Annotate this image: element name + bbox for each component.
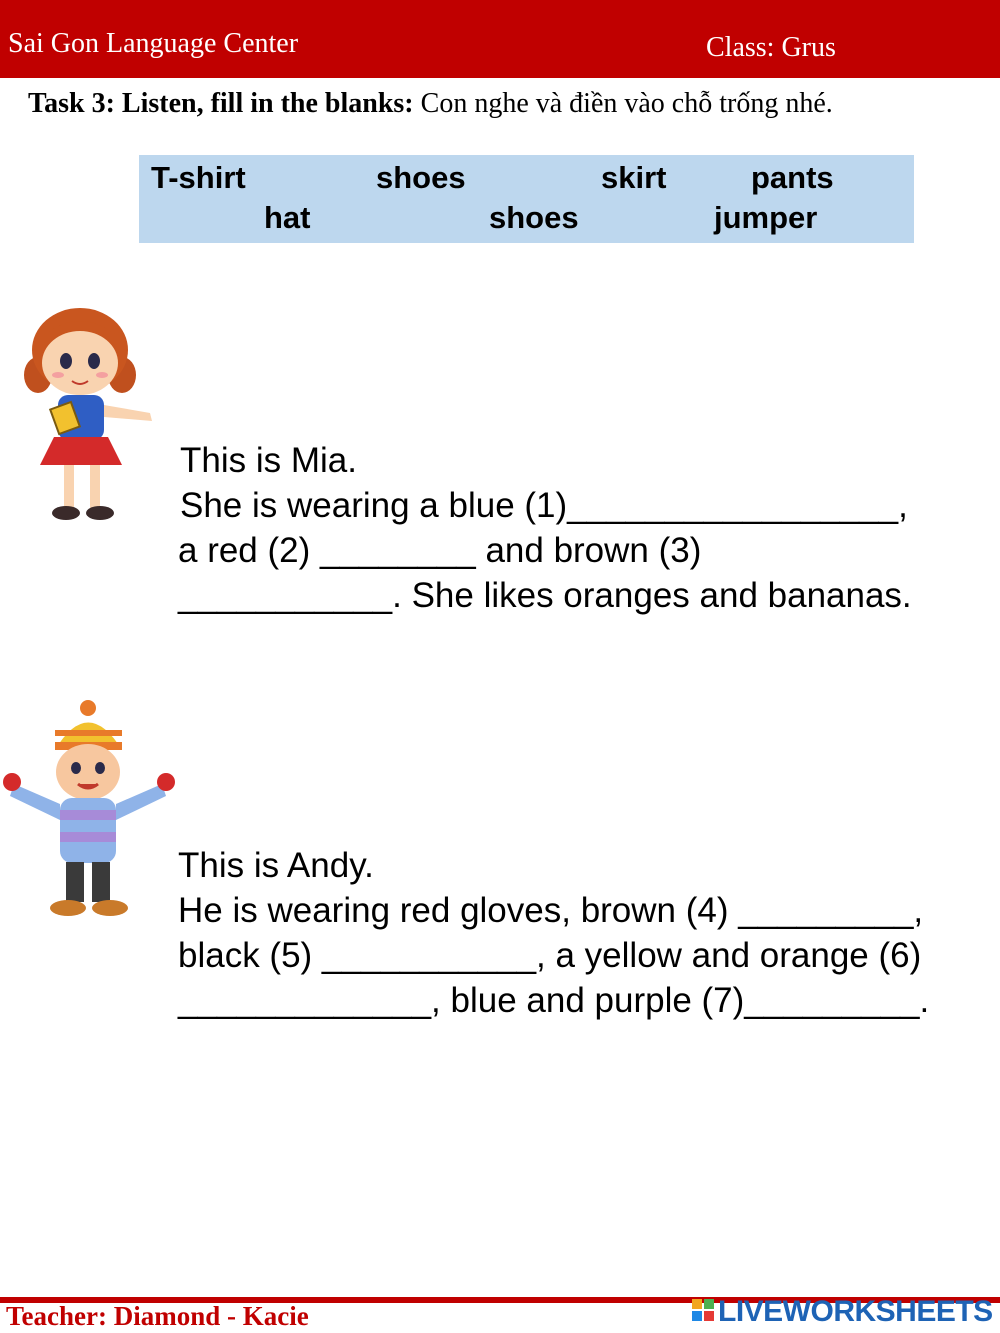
girl-illustration	[20, 305, 170, 530]
word-bank-item: hat	[264, 200, 311, 235]
task-title: Task 3: Listen, fill in the blanks:	[28, 88, 414, 119]
header-bar	[0, 0, 1000, 78]
andy-line: He is wearing red gloves, brown (4) _________,	[178, 891, 924, 930]
word-bank-item: skirt	[601, 160, 667, 195]
mia-line: ___________. She likes oranges and bananas.	[178, 576, 912, 615]
class-label: Class: Grus	[706, 32, 836, 63]
liveworksheets-logo-icon	[692, 1299, 714, 1326]
mia-line: She is wearing a blue (1)_________________,	[180, 486, 908, 525]
word-bank-item: T-shirt	[151, 160, 246, 195]
task-instruction	[28, 88, 833, 120]
andy-line: black (5) ___________, a yellow and orange (6)	[178, 936, 922, 975]
teacher-credit: Teacher: Diamond - Kacie	[6, 1301, 309, 1331]
logo-text: LIVEWORKSHEETS	[718, 1295, 993, 1328]
word-bank-item: jumper	[714, 200, 818, 235]
boy-illustration	[0, 700, 180, 930]
word-bank-item: shoes	[376, 160, 466, 195]
mia-line: This is Mia.	[180, 441, 357, 480]
center-name: Sai Gon Language Center	[8, 28, 299, 59]
andy-line: This is Andy.	[178, 846, 374, 885]
task-subtitle: Con nghe và điền vào chỗ trống nhé.	[413, 88, 833, 119]
mia-line: a red (2) ________ and brown (3)	[178, 531, 702, 570]
word-bank-item: shoes	[489, 200, 579, 235]
word-bank-item: pants	[751, 160, 834, 195]
liveworksheets-logo[interactable]	[692, 1294, 993, 1330]
andy-line: _____________, blue and purple (7)_________.	[178, 981, 930, 1020]
andy-paragraph	[178, 843, 929, 1023]
mia-paragraph	[178, 438, 912, 618]
word-bank	[139, 155, 914, 243]
